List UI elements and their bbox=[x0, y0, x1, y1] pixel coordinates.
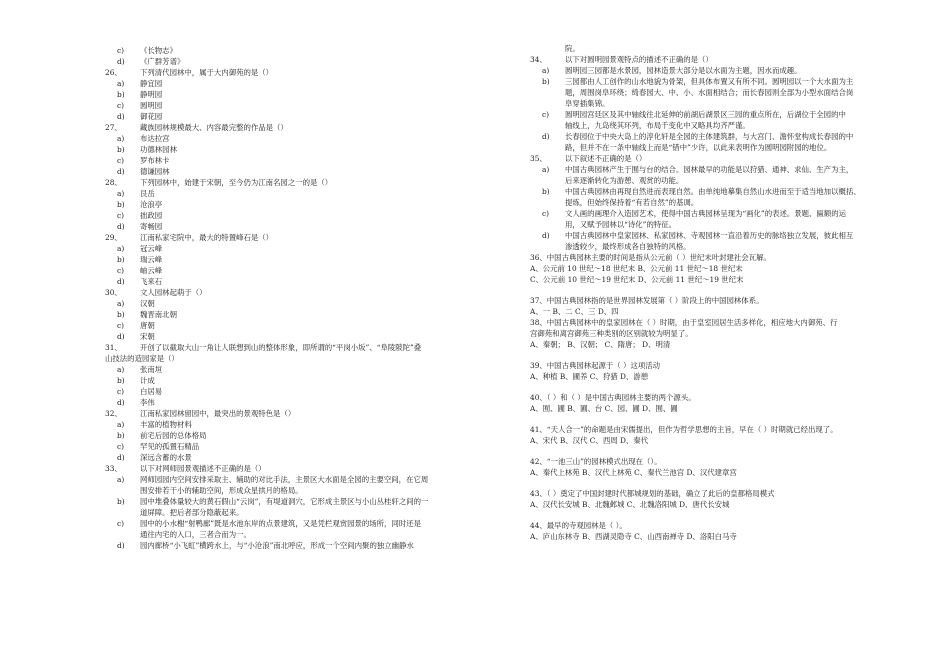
question-line: A、公元前 10 世纪～18 世纪末 B、公元前 11 世纪～18 世纪末 bbox=[530, 264, 743, 273]
question-line: 42、“一池三山”的园林模式出现在（）。 bbox=[530, 457, 662, 466]
option-line bbox=[105, 46, 467, 57]
question-text: 文人园林起萌于（） bbox=[140, 288, 207, 297]
continuation-line: 后来逐渐转化为游憩、观赏的功能。 bbox=[565, 176, 684, 185]
option-label: a) bbox=[117, 365, 125, 374]
option-label: d) bbox=[542, 231, 550, 240]
option-line bbox=[105, 244, 467, 255]
option-line bbox=[105, 431, 467, 442]
option-line bbox=[105, 134, 467, 145]
option-text: 飞来石 bbox=[140, 277, 163, 286]
option-label: b) bbox=[117, 200, 125, 209]
option-line bbox=[105, 200, 467, 211]
question-line: C、公元前 10 世纪～19 世纪末 D、公元前 11 世纪～19 世纪末 bbox=[530, 275, 744, 284]
spacer bbox=[530, 415, 895, 425]
option-label: b) bbox=[117, 431, 125, 440]
option-label: c) bbox=[117, 101, 125, 110]
option-text: 岫云峰 bbox=[140, 266, 163, 275]
continuation-line: 路，但并不在一条中轴线上而是“错中”少许，以此来表明作为圆明园附园的地位。 bbox=[565, 143, 832, 152]
question-text: 开创了以截取大山一角让人联想到山的整体形象，即所谓的“平岗小坂”、“阜陵陂陀”叠 bbox=[140, 343, 422, 352]
option-label: d) bbox=[117, 332, 125, 341]
option-line bbox=[105, 398, 467, 409]
option-text: 瑞云峰 bbox=[140, 255, 163, 264]
question-line: A、汉代长安城 B、北魏邺城 C、北魏洛阳城 D、唐代长安城 bbox=[530, 500, 730, 509]
question-number: 33、 bbox=[105, 464, 122, 473]
question-line bbox=[105, 409, 467, 420]
option-label: b) bbox=[542, 77, 550, 86]
option-label: a) bbox=[117, 134, 125, 143]
option-line bbox=[105, 310, 467, 321]
option-text: 《广群芳谱》 bbox=[140, 57, 185, 66]
option-label: c) bbox=[117, 211, 125, 220]
option-text: 寄畅园 bbox=[140, 222, 163, 231]
option-text: 白居易 bbox=[140, 387, 163, 396]
option-line bbox=[105, 101, 467, 112]
option-text: 网师园园内空间安排采取主、辅助的对比手法，主景区大水面是全园的主要空间，在它周 bbox=[140, 475, 429, 484]
question-line: 36、中国古典园林主要的时间是指从公元前（ ）世纪末叶封建社会瓦解。 bbox=[530, 253, 771, 262]
question-line bbox=[105, 464, 467, 475]
option-line bbox=[105, 255, 467, 266]
option-line bbox=[530, 66, 895, 77]
option-text: 圆明园三园都是水景园，园林造景大部分是以水面为主题，因水而成趣。 bbox=[565, 66, 802, 75]
option-text: 罗布林卡 bbox=[140, 156, 170, 165]
option-line bbox=[530, 231, 895, 242]
question-text: 藏族园林规模最大、内容最完整的作品是（） bbox=[140, 123, 288, 132]
question-number: 30、 bbox=[105, 288, 122, 297]
right-column bbox=[530, 44, 895, 543]
spacer bbox=[530, 479, 895, 489]
question-number: 31、 bbox=[105, 343, 122, 352]
option-line bbox=[530, 187, 895, 198]
option-label: c) bbox=[117, 519, 125, 528]
continuation-line: 轴线上，九岛绕其环列，布局千变化中又略具均齐严谨。 bbox=[565, 121, 750, 130]
option-text: 拙政园 bbox=[140, 211, 163, 220]
question-line bbox=[105, 178, 467, 189]
continuation-line: 院。 bbox=[565, 44, 580, 53]
continuation-line: 通往内宅的入口，三者合而为一。 bbox=[140, 530, 251, 539]
spacer bbox=[530, 351, 895, 361]
option-label: d) bbox=[117, 167, 125, 176]
option-line bbox=[105, 541, 467, 552]
option-line bbox=[105, 167, 467, 178]
option-line bbox=[105, 57, 467, 68]
option-label: a) bbox=[542, 165, 550, 174]
continuation-line: 山技法的造园家是（） bbox=[105, 354, 179, 363]
question-number: 34、 bbox=[530, 55, 547, 64]
continuation-line: 阜穿插集锦。 bbox=[565, 99, 610, 108]
option-label: d) bbox=[117, 453, 125, 462]
option-text: 园中的小水榭“射鸭廊”既是水池东岸的点景建筑，又是凭栏观赏园景的场所，同时还是 bbox=[140, 519, 422, 528]
option-label: a) bbox=[117, 244, 125, 253]
option-text: 宋朝 bbox=[140, 332, 155, 341]
question-text: 下列园林中，始建于宋朝，至今仍为江南名园之一的是（） bbox=[140, 178, 333, 187]
option-text: 艮岳 bbox=[140, 189, 155, 198]
option-line bbox=[105, 156, 467, 167]
option-line bbox=[530, 165, 895, 176]
option-text: 前宅后园的总体格局 bbox=[140, 431, 207, 440]
option-label: c) bbox=[117, 156, 125, 165]
option-text: 《长物志》 bbox=[140, 46, 177, 55]
option-line bbox=[530, 77, 895, 88]
spacer bbox=[530, 286, 895, 296]
option-text: 布达拉宫 bbox=[140, 134, 170, 143]
option-text: 罕见的孤置石精品 bbox=[140, 442, 200, 451]
option-text: 三园都由人工创作的山水地貌为骨架，但具体布置又有所不同。圆明园以一个大水面为主 bbox=[565, 77, 854, 86]
option-line bbox=[105, 299, 467, 310]
option-line bbox=[105, 145, 467, 156]
option-label: b) bbox=[117, 255, 125, 264]
option-line bbox=[105, 79, 467, 90]
option-text: 计成 bbox=[140, 376, 155, 385]
continuation-line: 提炼，但始终保持着“有若自然”的基调。 bbox=[565, 198, 699, 207]
option-text: 冠云峰 bbox=[140, 244, 163, 253]
question-line: A、一 B、二 C、三 D、四 bbox=[530, 307, 619, 316]
option-label: c) bbox=[117, 387, 125, 396]
option-label: b) bbox=[117, 376, 125, 385]
option-text: 中国古典园林中皇家园林、私家园林、寺观园林一直沿着历史的脉络独立发展，彼此相互 bbox=[565, 231, 854, 240]
question-line bbox=[530, 55, 895, 66]
option-text: 唐朝 bbox=[140, 321, 155, 330]
option-line bbox=[105, 475, 467, 486]
question-number: 32、 bbox=[105, 409, 122, 418]
option-text: 张南垣 bbox=[140, 365, 163, 374]
question-line bbox=[105, 288, 467, 299]
question-line bbox=[105, 233, 467, 244]
option-label: c) bbox=[117, 321, 125, 330]
option-text: 长春园位于中央大岛上的淳化轩是全园的主体建筑群，与大宫门、澹怀堂构成长春园的中 bbox=[565, 132, 854, 141]
question-text: 以下对网师园景观描述不正确的是（） bbox=[140, 464, 266, 473]
option-label: b) bbox=[117, 90, 125, 99]
question-line bbox=[105, 123, 467, 134]
option-label: a) bbox=[117, 189, 125, 198]
option-label: b) bbox=[542, 187, 550, 196]
left-column bbox=[105, 46, 467, 552]
continuation-line: 道屏障。把后者部分隐蔽起来。 bbox=[140, 508, 244, 517]
option-line bbox=[105, 365, 467, 376]
option-label: d) bbox=[117, 112, 125, 121]
option-label: a) bbox=[117, 299, 125, 308]
question-line: 40、（ ）和（ ）是中国古典园林主要的两个源头。 bbox=[530, 393, 696, 402]
option-text: 文人画的画理介入造园艺术，使得中国古典园林呈现为“画化”的表述。景题、匾额的运 bbox=[565, 209, 847, 218]
option-label: c) bbox=[117, 442, 125, 451]
option-text: 御花园 bbox=[140, 112, 163, 121]
option-label: c) bbox=[542, 209, 550, 218]
continuation-line: 题，周围岗阜环绕；绮春园大、中、小、水面相结合；而长春园则全部为小型水面结合岗 bbox=[565, 88, 854, 97]
option-line bbox=[530, 209, 895, 220]
continuation-line: 围安排若干小的辅助空间，形成众星拱月的格局。 bbox=[140, 486, 303, 495]
option-text: 园内廊桥“小飞虹”横跨水上，与“小沧浪”南北呼应，形成一个空间内聚的独立幽静水 bbox=[140, 541, 414, 550]
question-line: A、秦代上林苑 B、汉代上林苑 C、秦代兰池宫 D、汉代建章宫 bbox=[530, 468, 737, 477]
question-line bbox=[105, 68, 467, 79]
spacer bbox=[530, 511, 895, 521]
option-line bbox=[105, 376, 467, 387]
question-number: 28、 bbox=[105, 178, 122, 187]
option-line bbox=[105, 497, 467, 508]
option-line bbox=[105, 420, 467, 431]
option-label: b) bbox=[117, 145, 125, 154]
continuation-line: 用，又赋予园林以“诗化”的特征。 bbox=[565, 220, 677, 229]
option-label: c) bbox=[542, 110, 550, 119]
option-label: b) bbox=[117, 497, 125, 506]
spacer bbox=[530, 383, 895, 393]
question-text: 下列清代园林中，属于大内御苑的是（） bbox=[140, 68, 274, 77]
option-label: a) bbox=[117, 475, 125, 484]
question-line bbox=[530, 154, 895, 165]
question-number: 27、 bbox=[105, 123, 122, 132]
option-label: c) bbox=[117, 46, 125, 55]
option-label: d) bbox=[117, 398, 125, 407]
option-line bbox=[105, 211, 467, 222]
option-line bbox=[105, 332, 467, 343]
question-number: 35、 bbox=[530, 154, 547, 163]
question-text: 以下对圆明园景观特点的描述不正确的是（） bbox=[565, 55, 713, 64]
option-label: d) bbox=[117, 222, 125, 231]
option-line bbox=[105, 90, 467, 101]
question-line: 宫御苑和离宫御苑三种类别的区别就较为明显了。 bbox=[530, 329, 693, 338]
question-line: 38、中国古典园林中的皇家园林在（ ）时期，由于皇室园居生活多样化，相应地大内御苑、行 bbox=[530, 318, 838, 327]
question-text: 江南私家园林留园中，最突出的景观特色是（） bbox=[140, 409, 296, 418]
option-text: 中国古典园林产生于囿与台的结合。园林最早的功能是以狩猎、通神、求仙、生产为主， bbox=[565, 165, 854, 174]
question-number: 29、 bbox=[105, 233, 122, 242]
option-line bbox=[105, 321, 467, 332]
option-label: a) bbox=[117, 79, 125, 88]
question-line: A、秦朝； B、汉朝； C、隋唐； D、明清 bbox=[530, 340, 671, 349]
question-line: A、囿、圃 B、圃、台 C、园、圃 D、囿、圃 bbox=[530, 404, 678, 413]
option-line bbox=[105, 519, 467, 530]
question-number: 26、 bbox=[105, 68, 122, 77]
question-line: A、种植 B、圃养 C、狩猎 D、游憩 bbox=[530, 372, 649, 381]
option-line bbox=[105, 277, 467, 288]
option-line bbox=[105, 189, 467, 200]
option-label: c) bbox=[117, 266, 125, 275]
question-line: A、宋代 B、汉代 C、西周 D、秦代 bbox=[530, 436, 649, 445]
option-label: d) bbox=[117, 57, 125, 66]
option-label: b) bbox=[117, 310, 125, 319]
question-line: 39、中国古典园林起源于（ ）这项活动 bbox=[530, 361, 661, 370]
question-line: A、庐山东林寺 B、西湖灵隐寺 C、山西南禅寺 D、洛阳白马寺 bbox=[530, 532, 737, 541]
option-label: a) bbox=[117, 420, 125, 429]
option-label: d) bbox=[117, 277, 125, 286]
option-line bbox=[105, 453, 467, 464]
option-label: a) bbox=[542, 66, 550, 75]
option-text: 丰富的植物材料 bbox=[140, 420, 192, 429]
option-label: d) bbox=[542, 132, 550, 141]
question-line: 37、中国古典园林指的是世界园林发展第（ ）阶段上的中国园林体系。 bbox=[530, 296, 764, 305]
option-line bbox=[105, 266, 467, 277]
option-text: 汉朝 bbox=[140, 299, 155, 308]
question-text: 江南私家宅院中，最大的特置峰石是（） bbox=[140, 233, 274, 242]
option-label: d) bbox=[117, 541, 125, 550]
option-text: 魏晋南北朝 bbox=[140, 310, 177, 319]
option-line bbox=[530, 110, 895, 121]
question-text: 以下叙述不正确的是（） bbox=[565, 154, 647, 163]
option-text: 静宜园 bbox=[140, 79, 163, 88]
question-line: 44、最早的寺观园林是（ ）。 bbox=[530, 521, 627, 530]
option-text: 园中堆叠体量较大的黄石假山“云岗”，有堤道洞穴，它形成主景区与小山丛桂轩之间的一 bbox=[140, 497, 429, 506]
option-line bbox=[105, 112, 467, 123]
option-text: 静明园 bbox=[140, 90, 163, 99]
option-line bbox=[105, 442, 467, 453]
option-line bbox=[105, 387, 467, 398]
option-text: 圆明园 bbox=[140, 101, 163, 110]
spacer bbox=[530, 447, 895, 457]
option-text: 圆明园宫廷区及其中轴线往北延伸的前湖后湖景区三园的重点所在，后湖位于全园的中 bbox=[565, 110, 846, 119]
option-text: 李伟 bbox=[140, 398, 155, 407]
question-line bbox=[105, 343, 467, 354]
option-line bbox=[105, 222, 467, 233]
option-line bbox=[530, 132, 895, 143]
question-line: 43、（ ）奠定了中国封建时代都城规划的基础，确立了此后的皇都格局模式 bbox=[530, 489, 775, 498]
option-text: 中国古典园林由再现自然进而表现自然。由单纯地摹集自然山水进而至于适当地加以概括、 bbox=[565, 187, 861, 196]
option-text: 功德林园林 bbox=[140, 145, 177, 154]
option-text: 深远含蓄的水景 bbox=[140, 453, 192, 462]
continuation-line: 渗透较少，最终形成各自独特的风格。 bbox=[565, 242, 691, 251]
option-text: 沧浪亭 bbox=[140, 200, 163, 209]
option-text: 德谦园林 bbox=[140, 167, 170, 176]
question-line: 41、“天人合一”的命题是由宋儒提出，但作为哲学思想的主旨，早在（ ）时期就已经出现了。 bbox=[530, 425, 838, 434]
